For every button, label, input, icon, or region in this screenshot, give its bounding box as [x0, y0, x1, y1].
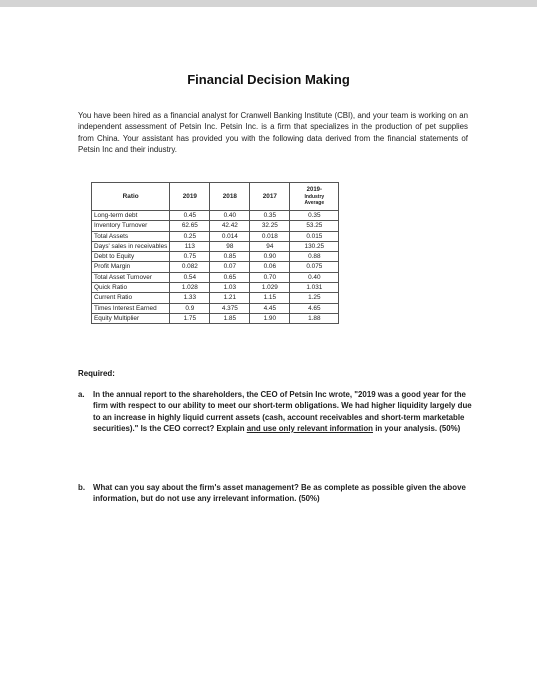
table-row: [92, 241, 339, 251]
table-row: [92, 211, 339, 221]
header-ratio: Ratio: [92, 183, 170, 211]
cell-2018: 0.85: [210, 252, 250, 262]
cell-2018: 1.85: [210, 313, 250, 323]
cell-2019: 0.082: [170, 262, 210, 272]
header-2018: 2018: [210, 183, 250, 211]
header-avg-line1: 2019-: [306, 187, 322, 193]
header-2019: 2019: [170, 183, 210, 211]
question-a-text-end: in your analysis. (50%): [373, 423, 461, 433]
cell-2017: 1.15: [250, 293, 290, 303]
cell-industry-average: 0.40: [290, 272, 339, 282]
table-row: [92, 221, 339, 231]
cell-2017: 0.35: [250, 211, 290, 221]
table-header-row: [92, 183, 339, 211]
cell-ratio-name: Current Ratio: [92, 293, 170, 303]
cell-2018: 0.07: [210, 262, 250, 272]
cell-2019: 0.25: [170, 231, 210, 241]
ratio-table: [91, 182, 339, 324]
document-title: Financial Decision Making: [187, 72, 350, 87]
cell-2019: 0.9: [170, 303, 210, 313]
cell-2018: 98: [210, 241, 250, 251]
question-b: [78, 482, 473, 505]
cell-ratio-name: Profit Margin: [92, 262, 170, 272]
question-a-text-main: In the annual report to the shareholders, the CEO of Petsin Inc wrote, "2019 was a good year for the firm with respect to our ability to meet our short-term obligations. We had higher liquidity largely due to an increase in highly liquid current assets (cash, account receivables and short-term marketable securities)." Is the CEO correct? Explain: [93, 390, 472, 433]
intro-paragraph: You have been hired as a financial analyst for Cranwell Banking Institute (CBI), and your team is working on an independent assessment of Petsin Inc. Petsin Inc. is a firm that specializes in the production of pet supplies from China. Your assistant has provided you with the following data derived from the financial statements of Petsin Inc and their industry.: [78, 111, 468, 154]
required-label: Required:: [78, 369, 115, 378]
table-row: [92, 262, 339, 272]
table-row: [92, 283, 339, 293]
cell-ratio-name: Times Interest Earned: [92, 303, 170, 313]
header-avg-line2: Industry: [304, 194, 325, 200]
cell-industry-average: 1.88: [290, 313, 339, 323]
question-a-letter: a.: [78, 390, 85, 399]
cell-industry-average: 0.35: [290, 211, 339, 221]
cell-ratio-name: Quick Ratio: [92, 283, 170, 293]
cell-ratio-name: Debt to Equity: [92, 252, 170, 262]
cell-ratio-name: Inventory Turnover: [92, 221, 170, 231]
table-row: [92, 313, 339, 323]
cell-industry-average: 4.65: [290, 303, 339, 313]
cell-2019: 1.75: [170, 313, 210, 323]
cell-ratio-name: Long-term debt: [92, 211, 170, 221]
cell-industry-average: 0.075: [290, 262, 339, 272]
cell-2019: 113: [170, 241, 210, 251]
cell-industry-average: 0.88: [290, 252, 339, 262]
table-row: [92, 231, 339, 241]
header-avg-line3: Average: [304, 200, 325, 206]
cell-ratio-name: Total Asset Turnover: [92, 272, 170, 282]
cell-industry-average: 1.25: [290, 293, 339, 303]
cell-ratio-name: Equity Multiplier: [92, 313, 170, 323]
header-2017: 2017: [250, 183, 290, 211]
cell-industry-average: 130.25: [290, 241, 339, 251]
cell-2017: 32.25: [250, 221, 290, 231]
cell-2017: 1.90: [250, 313, 290, 323]
cell-industry-average: 1.031: [290, 283, 339, 293]
cell-2018: 1.21: [210, 293, 250, 303]
cell-ratio-name: Total Assets: [92, 231, 170, 241]
header-industry-average: [290, 183, 339, 211]
cell-2017: 0.018: [250, 231, 290, 241]
cell-2019: 0.54: [170, 272, 210, 282]
cell-industry-average: 53.25: [290, 221, 339, 231]
cell-2019: 1.028: [170, 283, 210, 293]
question-b-text: What can you say about the firm's asset management? Be as complete as possible given the above information, but do not use any irrelevant information. (50%): [93, 483, 466, 504]
table-row: [92, 303, 339, 313]
cell-2019: 0.75: [170, 252, 210, 262]
cell-2018: 0.65: [210, 272, 250, 282]
table-row: [92, 272, 339, 282]
question-a-underlined: and use only relevant information: [246, 423, 373, 433]
page-top-bar: [0, 0, 537, 7]
question-a-text: [93, 389, 473, 434]
question-b-letter: b.: [78, 483, 86, 492]
cell-2019: 1.33: [170, 293, 210, 303]
table-row: [92, 293, 339, 303]
cell-2018: 0.014: [210, 231, 250, 241]
cell-2019: 0.45: [170, 211, 210, 221]
cell-2018: 42.42: [210, 221, 250, 231]
cell-2017: 0.06: [250, 262, 290, 272]
cell-2018: 1.03: [210, 283, 250, 293]
cell-2018: 0.40: [210, 211, 250, 221]
table-row: [92, 252, 339, 262]
cell-2017: 1.029: [250, 283, 290, 293]
cell-2017: 4.45: [250, 303, 290, 313]
cell-2017: 0.90: [250, 252, 290, 262]
cell-2017: 0.70: [250, 272, 290, 282]
cell-2019: 62.65: [170, 221, 210, 231]
question-a: [78, 389, 473, 434]
cell-ratio-name: Days' sales in receivables: [92, 241, 170, 251]
cell-2018: 4.375: [210, 303, 250, 313]
cell-industry-average: 0.015: [290, 231, 339, 241]
cell-2017: 94: [250, 241, 290, 251]
